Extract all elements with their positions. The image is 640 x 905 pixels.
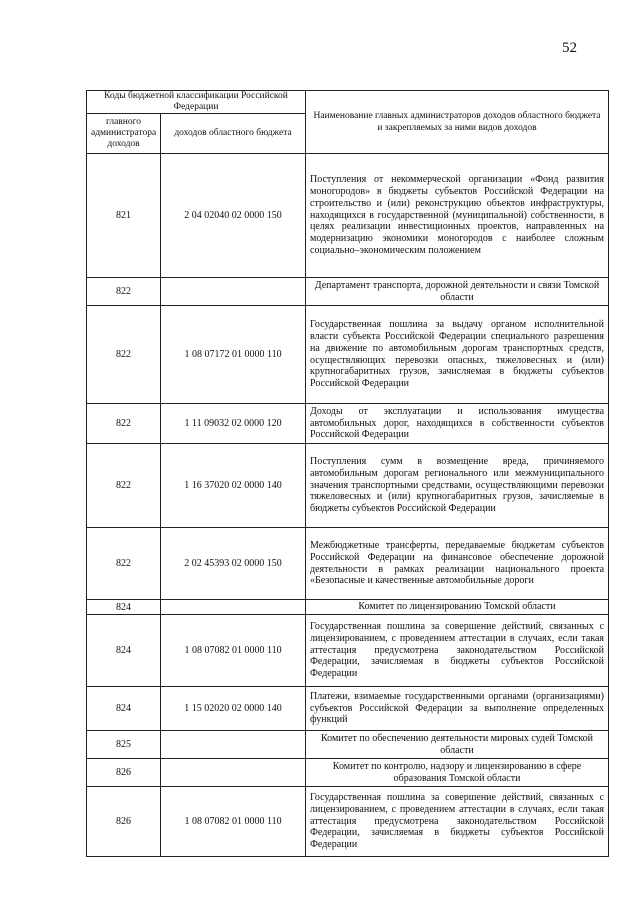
table-row bbox=[87, 444, 609, 528]
department-name: Комитет по обеспечению деятельности мировых судей Томской области bbox=[306, 731, 609, 759]
income-description: Государственная пошлина за совершение действий, связанных с лицензированием, с проведением аттестации в случаях, если такая аттестация предусмотрена законодательством Российской Федерации, зачисляемая в бюджеты субъектов Российской Федерации bbox=[306, 615, 609, 687]
admin-code: 822 bbox=[87, 444, 161, 528]
income-code: 1 16 37020 02 0000 140 bbox=[161, 444, 306, 528]
income-description: Государственная пошлина за совершение действий, связанных с лицензированием, с проведением аттестации в случаях, если такая аттестация предусмотрена законодательством Российской Федерации, зачисляемая в бюджеты субъектов Российской Федерации bbox=[306, 787, 609, 857]
department-name: Департамент транспорта, дорожной деятельности и связи Томской области bbox=[306, 278, 609, 306]
income-description: Государственная пошлина за выдачу органом исполнительной власти субъекта Российской Федерации специального разрешения на движение по автомобильным дорогам транспортных средств, осуществляющих перевозки опасных, тяжеловесных и (или) крупногабаритных грузов, зачисляемая в бюджеты субъектов Российской Федерации bbox=[306, 306, 609, 404]
budget-classification-table bbox=[86, 90, 609, 857]
table-row bbox=[87, 154, 609, 278]
admin-code: 822 bbox=[87, 528, 161, 600]
table-row bbox=[87, 528, 609, 600]
table-row bbox=[87, 687, 609, 731]
income-code: 1 08 07082 01 0000 110 bbox=[161, 787, 306, 857]
income-code: 1 11 09032 02 0000 120 bbox=[161, 404, 306, 444]
admin-code: 824 bbox=[87, 600, 161, 615]
admin-code: 821 bbox=[87, 154, 161, 278]
income-description: Межбюджетные трансферты, передаваемые бюджетам субъектов Российской Федерации на финансовое обеспечение дорожной деятельности в рамках реализации национального проекта «Безопасные и качественные автомобильные дороги bbox=[306, 528, 609, 600]
header-income-column: доходов областного бюджета bbox=[161, 114, 306, 154]
income-code: 1 08 07172 01 0000 110 bbox=[161, 306, 306, 404]
income-code: 2 04 02040 02 0000 150 bbox=[161, 154, 306, 278]
department-row bbox=[87, 278, 609, 306]
department-row bbox=[87, 759, 609, 787]
admin-code: 822 bbox=[87, 404, 161, 444]
header-admin-column: главного администратора доходов bbox=[87, 114, 161, 154]
income-code: 2 02 45393 02 0000 150 bbox=[161, 528, 306, 600]
income-code-empty bbox=[161, 731, 306, 759]
income-description: Доходы от эксплуатации и использования имущества автомобильных дорог, находящихся в собственности субъектов Российской Федерации bbox=[306, 404, 609, 444]
income-code-empty bbox=[161, 278, 306, 306]
table-row bbox=[87, 615, 609, 687]
department-name: Комитет по лицензированию Томской области bbox=[306, 600, 609, 615]
admin-code: 826 bbox=[87, 759, 161, 787]
income-code-empty bbox=[161, 759, 306, 787]
income-code: 1 08 07082 01 0000 110 bbox=[161, 615, 306, 687]
income-description: Платежи, взимаемые государственными органами (организациями) субъектов Российской Федерации за выполнение определенных функций bbox=[306, 687, 609, 731]
admin-code: 826 bbox=[87, 787, 161, 857]
income-description: Поступления сумм в возмещение вреда, причиняемого автомобильным дорогам регионального или межмуниципального значения транспортными средствами, осуществляющими перевозки тяжеловесных и (или) крупногабаритных грузов, зачисляемые в бюджеты субъектов Российской Федерации bbox=[306, 444, 609, 528]
admin-code: 824 bbox=[87, 687, 161, 731]
department-name: Комитет по контролю, надзору и лицензированию в сфере образования Томской области bbox=[306, 759, 609, 787]
department-row bbox=[87, 600, 609, 615]
income-code: 1 15 02020 02 0000 140 bbox=[161, 687, 306, 731]
table-row bbox=[87, 787, 609, 857]
income-description: Поступления от некоммерческой организации «Фонд развития моногородов» в бюджеты субъектов Российской Федерации на строительство и (или) реконструкцию объектов инфраструктуры, находящихся в государственной (муниципальной) собственности, в целях реализации инвестиционных проектов, направленных на модернизацию экономики моногородов с наиболее сложным социально–экономическим положением bbox=[306, 154, 609, 278]
admin-code: 822 bbox=[87, 306, 161, 404]
table-row bbox=[87, 306, 609, 404]
admin-code: 822 bbox=[87, 278, 161, 306]
table-row bbox=[87, 404, 609, 444]
income-code-empty bbox=[161, 600, 306, 615]
page-number: 52 bbox=[562, 40, 577, 56]
department-row bbox=[87, 731, 609, 759]
header-name-column: Наименование главных администраторов доходов областного бюджета и закрепляемых за ними видов доходов bbox=[306, 91, 609, 154]
admin-code: 824 bbox=[87, 615, 161, 687]
admin-code: 825 bbox=[87, 731, 161, 759]
header-group-title: Коды бюджетной классификации Российской Федерации bbox=[87, 91, 306, 114]
